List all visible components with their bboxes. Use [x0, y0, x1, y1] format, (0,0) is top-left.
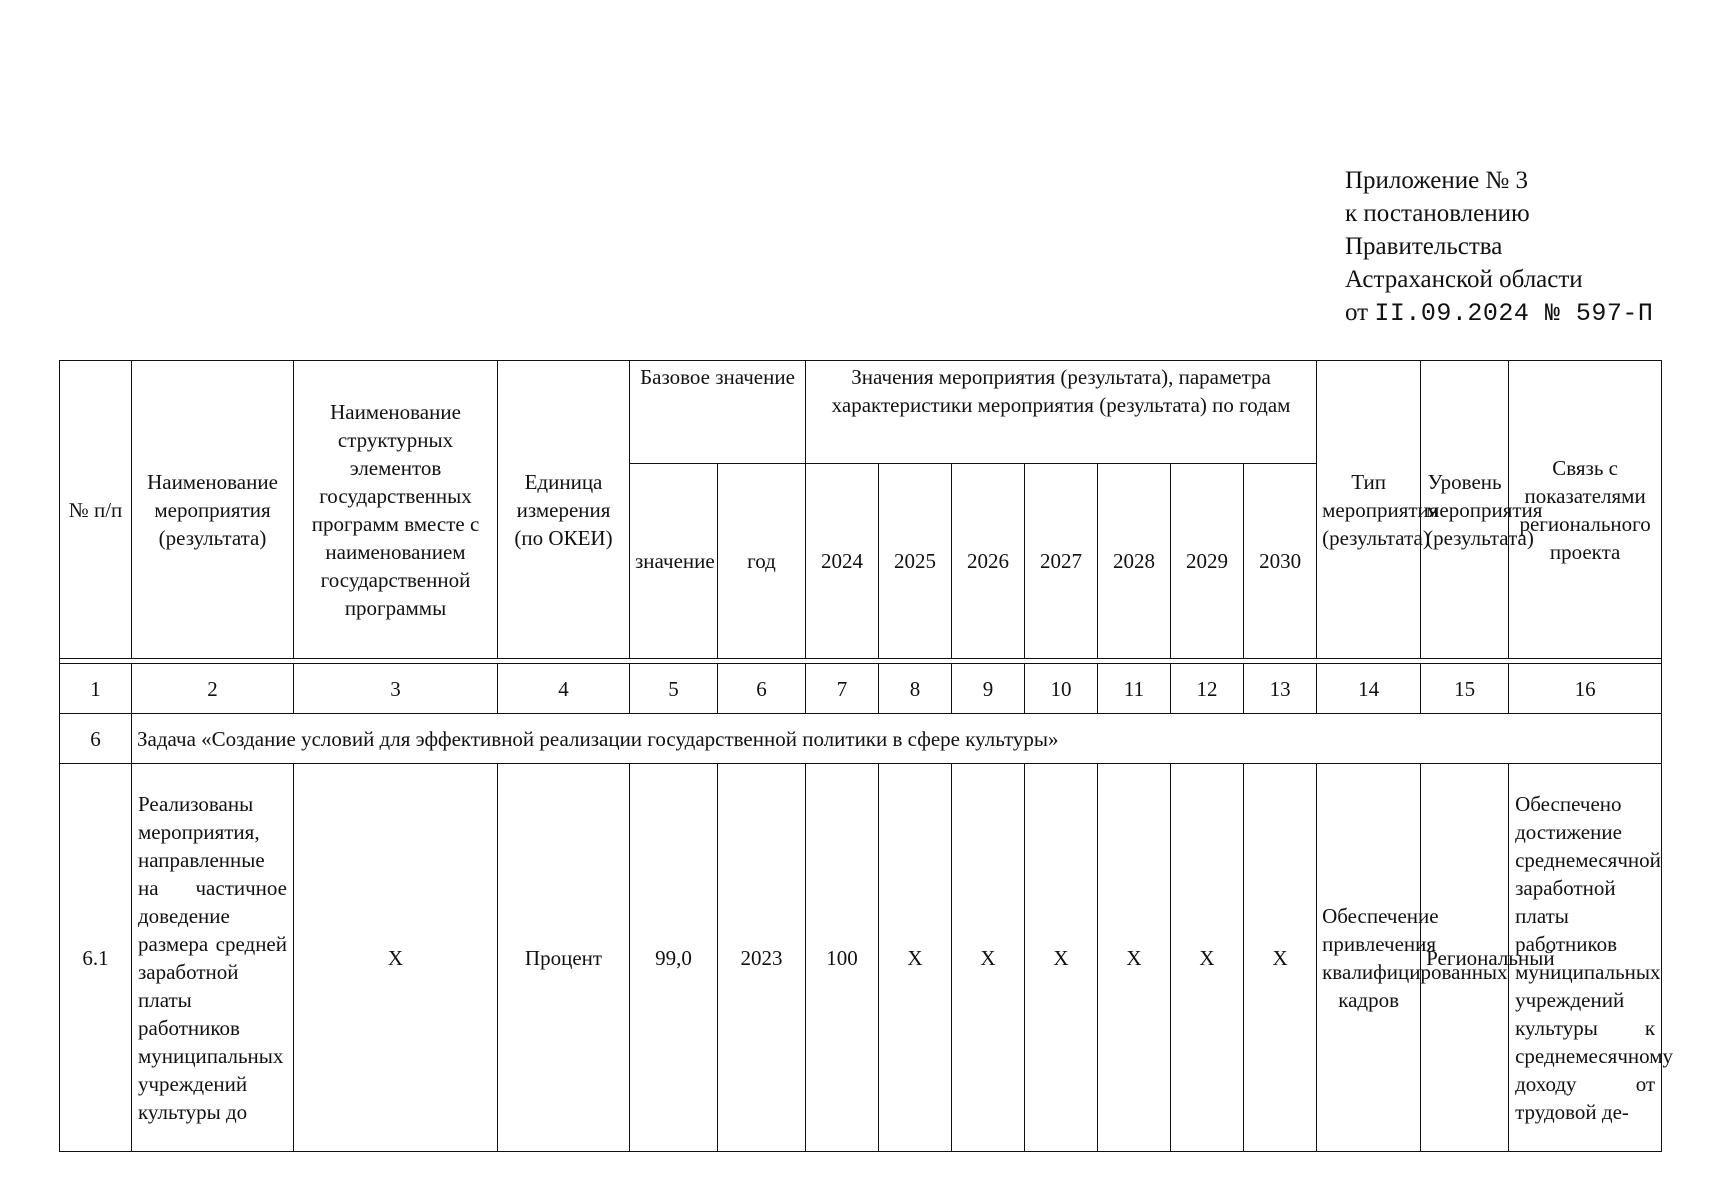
header-year: 2025 [879, 464, 952, 659]
row-num: 6.1 [60, 764, 132, 1152]
appendix-line-3: Правительства [1345, 233, 1503, 260]
header-num: № п/п [60, 361, 132, 659]
row-year-value: 100 [806, 764, 879, 1152]
header-year: 2027 [1025, 464, 1098, 659]
column-number: 6 [718, 664, 806, 714]
column-number: 7 [806, 664, 879, 714]
row-year-value: X [1244, 764, 1317, 1152]
column-number: 11 [1098, 664, 1171, 714]
header-year: 2024 [806, 464, 879, 659]
appendix-heading [1345, 164, 1653, 330]
column-number: 1 [60, 664, 132, 714]
row-base-year: 2023 [718, 764, 806, 1152]
header-struct: Наименование структурных элементов государственных программ вместе с наименованием государственной программы [294, 361, 498, 659]
column-number: 4 [498, 664, 630, 714]
column-number: 16 [1509, 664, 1662, 714]
column-number: 10 [1025, 664, 1098, 714]
appendix-title: Приложение № 3 [1345, 167, 1529, 194]
header-year: 2030 [1244, 464, 1317, 659]
row-year-value: X [952, 764, 1025, 1152]
row-base-value: 99,0 [630, 764, 718, 1152]
table-row [60, 764, 1662, 1152]
column-numbers-row [60, 664, 1662, 714]
column-number: 15 [1421, 664, 1509, 714]
row-year-value: X [1098, 764, 1171, 1152]
header-base-value: значение [630, 464, 718, 659]
header-values-by-year: Значения мероприятия (результата), параметра характеристики мероприятия (результата) по годам [806, 361, 1317, 464]
column-number: 5 [630, 664, 718, 714]
header-unit: Единица измерения (по ОКЕИ) [498, 361, 630, 659]
row-year-value: X [1025, 764, 1098, 1152]
task-text: Задача «Создание условий для эффективной реализации государственной политики в сфере культуры» [132, 714, 1662, 764]
column-number: 12 [1171, 664, 1244, 714]
appendix-line-4: Астраханской области [1345, 266, 1583, 293]
task-row [60, 714, 1662, 764]
header-base-year: год [718, 464, 806, 659]
row-link: Обеспечено достижение среднемесячной заработной платы работников муниципальных учреждений культуры к среднемесячному доходу от трудовой де- [1509, 764, 1662, 1152]
header-base: Базовое значение [630, 361, 806, 464]
appendix-date-value: II.09.2024 № 597-П [1374, 299, 1654, 328]
row-unit: Процент [498, 764, 630, 1152]
header-year: 2028 [1098, 464, 1171, 659]
header-link: Связь с показателями регионального проекта [1509, 361, 1662, 659]
header-row-1 [60, 361, 1662, 464]
column-number: 9 [952, 664, 1025, 714]
header-year: 2029 [1171, 464, 1244, 659]
header-level: Уровень мероприятия (результата) [1421, 361, 1509, 659]
row-level: Региональный [1421, 764, 1509, 1152]
task-num: 6 [60, 714, 132, 764]
row-year-value: X [1171, 764, 1244, 1152]
row-name: Реализованы мероприятия, направленные на частичное доведение размера средней заработной платы работников муниципальных учреждений культуры до [132, 764, 294, 1152]
column-number: 3 [294, 664, 498, 714]
column-number: 8 [879, 664, 952, 714]
column-number: 14 [1317, 664, 1421, 714]
column-number: 2 [132, 664, 294, 714]
row-type: Обеспечение привлечения квалифицированных кадров [1317, 764, 1421, 1152]
appendix-date [1345, 296, 1653, 330]
column-number: 13 [1244, 664, 1317, 714]
header-name: Наименование мероприятия (результата) [132, 361, 294, 659]
row-struct: X [294, 764, 498, 1152]
appendix-line-2: к постановлению [1345, 200, 1530, 227]
measures-table [59, 360, 1674, 1152]
appendix-date-prefix: от [1345, 299, 1369, 326]
header-type: Тип мероприятия (результата) [1317, 361, 1421, 659]
row-year-value: X [879, 764, 952, 1152]
header-year: 2026 [952, 464, 1025, 659]
